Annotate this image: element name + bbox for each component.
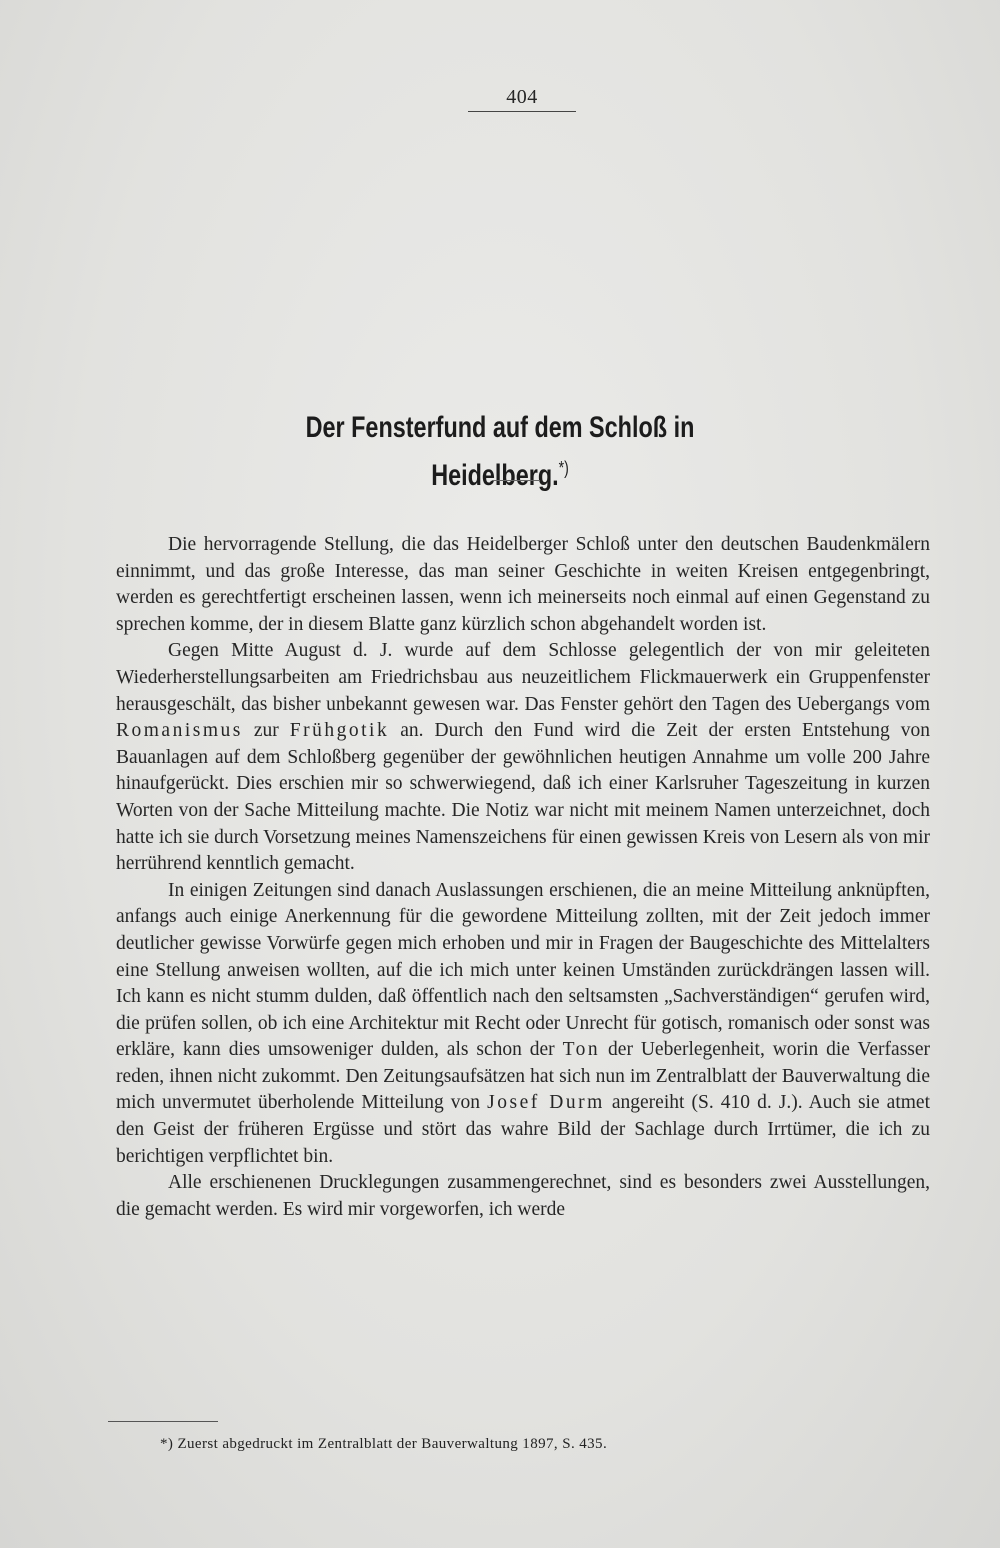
term-fruehgotik: Frühgotik — [289, 720, 390, 742]
paragraph-3-text-c: angereiht (S. 410 d. J.). Auch sie atmet den Geist der früheren Ergüsse und stört das wahre Bild der Sachlage durch Irrtümer, die ich zu berichtigen verpflichtet bin. — [116, 1092, 930, 1167]
footnote: *) Zuerst abgedruckt im Zentralblatt der Bauverwaltung 1897, S. 435. — [160, 1436, 608, 1452]
paragraph-2-text-a: Gegen Mitte August d. J. wurde auf dem Schlosse gelegentlich der von mir geleiteten Wiederherstellungsarbeiten am Friedrichsbau aus neuzeitlichem Flickmauerwerk ein Gruppenfenster herausgeschält, das bisher unbekannt gewesen war. Das Fenster gehört den Tagen des Uebergangs vom — [116, 640, 930, 715]
title-divider — [492, 480, 540, 481]
paragraph-4-text: Alle erschienenen Drucklegungen zusammengerechnet, sind es besonders zwei Ausstellungen, die gemacht werden. Es wird mir vorgeworfen, ich werde — [116, 1172, 930, 1220]
author-name-josef-durm: Josef Durm — [487, 1092, 605, 1114]
title-footnote-mark: *) — [558, 458, 569, 478]
paragraph-3-text-b: der Ueberlegenheit, worin die Verfasser reden, ihnen nicht zukommt. Den Zeitungsaufsätzen hat sich nun im Zentralblatt der Bauverwaltung die mich unvermutet überholende Mitteilung von — [116, 1039, 931, 1114]
article-title — [250, 408, 749, 496]
paragraph-2-text-b: an. Durch den Fund wird die Zeit der ersten Entstehung von Bauanlagen auf dem Schloßberg gegenüber der gewöhnlichen heutigen Annahme um volle 200 Jahre hinaufgerückt. Dies erschien mir so schwerwiegend, daß ich einer Karlsruher Tageszeitung in kurzen Worten von der Sache Mitteilung machte. Die Notiz war nicht mit meinem Namen unterzeichnet, doch hatte ich sie durch Vorsetzung meines Namenszeichens für einen gewissen Kreis von Lesern als von mir herrührend kenntlich gemacht. — [116, 720, 931, 875]
paragraph-1 — [116, 532, 930, 638]
term-ton: Ton — [562, 1039, 601, 1061]
article-title-text: Der Fensterfund auf dem Schloß in Heidelberg. — [305, 411, 695, 492]
paragraph-3 — [116, 878, 930, 1171]
footnote-divider — [108, 1421, 218, 1422]
word-zur: zur — [253, 720, 279, 742]
term-romanismus: Romanismus — [116, 720, 243, 742]
paragraph-1-text: Die hervorragende Stellung, die das Heidelberger Schloß unter den deutschen Baudenkmälern einnimmt, und das große Interesse, das man seiner Geschichte in weiten Kreisen entgegenbringt, werden es gerechtfertigt erscheinen lassen, wenn ich meinerseits noch einmal auf einen Gegenstand zu sprechen komme, der in diesem Blatte ganz kürzlich schon abgehandelt worden ist. — [116, 534, 930, 635]
paragraph-2 — [116, 638, 930, 877]
paragraph-4 — [116, 1170, 930, 1223]
paragraph-3-text-a: In einigen Zeitungen sind danach Auslassungen erschienen, die an meine Mitteilung anknüpften, anfangs auch einige Anerkennung für die gewordene Mitteilung zollten, mit der Zeit jedoch immer deutlicher gewisse Vorwürfe gegen mich erhoben und mir in Fragen der Baugeschichte des Mittelalters eine Stellung anweisen wollten, auf die ich mich unter keinen Umständen zurückdrängen lassen will. Ich kann es nicht stumm dulden, daß öffentlich nach den seltsamsten „Sachverständigen“ gerufen wird, die prüfen sollen, ob ich eine Architektur mit Recht oder Unrecht für gotisch, romanisch oder sonst was erkläre, kann dies umsoweniger dulden, als schon der — [116, 879, 930, 1061]
article-body — [116, 532, 930, 1223]
page-number: 404 — [468, 86, 576, 112]
